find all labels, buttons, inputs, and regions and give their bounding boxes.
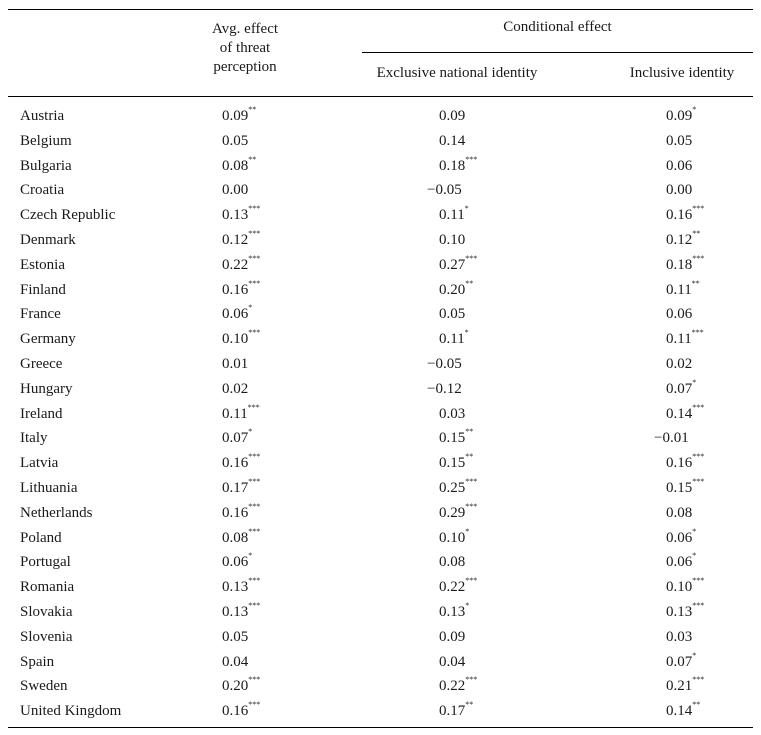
inclusive-effect-cell-value: 0.06 [666, 554, 693, 571]
exclusive-effect-cell-value: 0.22 [439, 678, 466, 695]
inclusive-effect-cell-significance: *** [692, 476, 705, 486]
header-avg-line-1: Avg. effect [211, 21, 279, 37]
country-name: Italy [20, 430, 48, 447]
exclusive-effect-cell-value: 0.03 [439, 405, 466, 422]
exclusive-effect-cell-significance: *** [465, 501, 478, 511]
exclusive-effect-cell-value: 0.25 [439, 479, 466, 496]
avg-effect-cell [222, 451, 260, 475]
exclusive-effect-cell-value: 0.10 [439, 529, 466, 546]
inclusive-effect-cell-value: 0.18 [666, 256, 693, 273]
avg-effect-cell-value: 0.16 [222, 281, 249, 298]
inclusive-effect-cell [666, 178, 692, 202]
avg-effect-cell-value: 0.13 [222, 603, 249, 620]
avg-effect-cell [222, 501, 260, 525]
inclusive-effect-cell-value: 0.05 [666, 132, 693, 149]
exclusive-effect-cell-significance: * [465, 526, 470, 536]
inclusive-effect-cell-value: 0.13 [666, 603, 693, 620]
avg-effect-cell-value: 0.20 [222, 678, 249, 695]
table-row [0, 302, 761, 327]
exclusive-effect-cell-value: 0.11 [439, 331, 465, 348]
table-header-rule [8, 96, 753, 97]
inclusive-effect-cell-value: 0.15 [666, 479, 693, 496]
country-name: Czech Republic [20, 207, 116, 224]
exclusive-effect-cell-value: −0.12 [427, 380, 462, 397]
inclusive-effect-cell [666, 377, 696, 401]
table-row [0, 129, 761, 154]
exclusive-effect-cell [439, 476, 477, 500]
exclusive-effect-cell-value: 0.20 [439, 281, 466, 298]
table-row [0, 451, 761, 476]
table-row [0, 352, 761, 377]
exclusive-effect-cell-value: 0.05 [439, 306, 466, 323]
avg-effect-cell [222, 550, 252, 574]
inclusive-effect-cell [666, 650, 696, 674]
inclusive-effect-cell-value: 0.10 [666, 579, 693, 596]
exclusive-effect-cell [427, 377, 462, 401]
avg-effect-cell [222, 402, 260, 426]
country-name: Portugal [20, 554, 71, 571]
exclusive-effect-cell [439, 278, 473, 302]
country-name: Hungary [20, 380, 73, 397]
exclusive-effect-cell-value: 0.22 [439, 579, 466, 596]
country-name: Germany [20, 331, 76, 348]
exclusive-effect-cell [439, 699, 473, 723]
inclusive-effect-cell-value: 0.14 [666, 703, 693, 720]
exclusive-effect-cell-value: 0.18 [439, 157, 466, 174]
inclusive-effect-cell [666, 154, 692, 178]
avg-effect-cell [222, 699, 260, 723]
inclusive-effect-cell [666, 699, 700, 723]
avg-effect-cell [222, 253, 260, 277]
avg-effect-cell-significance: * [248, 551, 253, 561]
avg-effect-cell-value: 0.07 [222, 430, 249, 447]
inclusive-effect-cell-value: 0.21 [666, 678, 693, 695]
avg-effect-cell-significance: *** [248, 700, 261, 710]
inclusive-effect-cell [666, 327, 704, 351]
avg-effect-cell-value: 0.06 [222, 306, 249, 323]
avg-effect-cell-significance: ** [248, 105, 257, 114]
inclusive-effect-cell-value: 0.11 [666, 331, 692, 348]
exclusive-effect-cell-value: 0.17 [439, 703, 466, 720]
exclusive-effect-cell-value: 0.09 [439, 108, 466, 124]
inclusive-effect-cell-significance: * [692, 526, 697, 536]
exclusive-effect-cell-significance: ** [465, 452, 474, 462]
avg-effect-cell [222, 526, 260, 550]
inclusive-effect-cell [666, 352, 692, 376]
table-bottom-rule [8, 727, 753, 728]
exclusive-effect-cell [439, 402, 465, 426]
avg-effect-cell-value: 0.13 [222, 579, 249, 596]
country-name: Spain [20, 653, 55, 670]
exclusive-effect-cell-value: 0.27 [439, 256, 466, 273]
avg-effect-cell-value: 0.06 [222, 554, 249, 571]
table-row [0, 402, 761, 427]
table-row [0, 426, 761, 451]
inclusive-effect-cell-significance: * [692, 650, 697, 660]
exclusive-effect-cell-value: 0.15 [439, 430, 466, 447]
column-header-exclusive-identity: Exclusive national identity [376, 65, 538, 81]
avg-effect-cell [222, 476, 260, 500]
conditional-effect-rule [362, 52, 753, 53]
avg-effect-cell-value: 0.11 [222, 405, 248, 422]
exclusive-effect-cell-value: 0.14 [439, 132, 466, 149]
country-name: Greece [20, 355, 63, 372]
column-header-conditional-effect: Conditional effect [503, 19, 612, 35]
avg-effect-cell-value: 0.16 [222, 455, 249, 472]
exclusive-effect-cell [439, 426, 473, 450]
inclusive-effect-cell [666, 278, 700, 302]
table-row [0, 600, 761, 625]
exclusive-effect-cell-value: −0.05 [427, 355, 462, 372]
header-avg-line-3: perception [213, 59, 277, 75]
exclusive-effect-cell-significance: *** [465, 576, 478, 586]
column-header-avg-effect [180, 20, 310, 77]
inclusive-effect-cell-value: 0.06 [666, 306, 693, 323]
avg-effect-cell-value: 0.00 [222, 182, 249, 199]
inclusive-effect-cell-significance: * [692, 377, 697, 387]
inclusive-effect-cell [666, 451, 704, 475]
inclusive-effect-cell [654, 426, 689, 450]
table-row [0, 625, 761, 650]
avg-effect-cell [222, 625, 248, 649]
exclusive-effect-cell [439, 625, 465, 649]
avg-effect-cell-value: 0.08 [222, 157, 249, 174]
inclusive-effect-cell-value: 0.09 [666, 108, 693, 124]
avg-effect-cell-significance: * [248, 303, 253, 313]
exclusive-effect-cell-significance: *** [465, 253, 478, 263]
country-name: Belgium [20, 132, 72, 149]
table-row [0, 104, 761, 129]
table-row [0, 203, 761, 228]
table-row [0, 476, 761, 501]
table-row [0, 501, 761, 526]
avg-effect-cell [222, 104, 256, 128]
inclusive-effect-cell-value: 0.16 [666, 207, 693, 224]
country-name: Bulgaria [20, 157, 72, 174]
inclusive-effect-cell-value: 0.16 [666, 455, 693, 472]
inclusive-effect-cell-value: 0.07 [666, 653, 693, 670]
exclusive-effect-cell [439, 451, 473, 475]
table-row [0, 699, 761, 724]
avg-effect-cell-value: 0.08 [222, 529, 249, 546]
table-row [0, 228, 761, 253]
exclusive-effect-cell [439, 327, 469, 351]
inclusive-effect-cell-significance: ** [692, 228, 701, 238]
inclusive-effect-cell-value: 0.14 [666, 405, 693, 422]
exclusive-effect-cell [427, 352, 462, 376]
table-row [0, 575, 761, 600]
exclusive-effect-cell [439, 129, 465, 153]
avg-effect-cell [222, 302, 252, 326]
country-name: Croatia [20, 182, 65, 199]
avg-effect-cell-value: 0.05 [222, 132, 249, 149]
avg-effect-cell-value: 0.05 [222, 628, 249, 645]
inclusive-effect-cell [666, 674, 704, 698]
avg-effect-cell-value: 0.17 [222, 479, 249, 496]
avg-effect-cell-significance: *** [248, 476, 261, 486]
avg-effect-cell-significance: *** [247, 402, 260, 412]
avg-effect-cell-significance: *** [248, 526, 261, 536]
avg-effect-cell-significance: *** [248, 204, 261, 214]
inclusive-effect-cell [666, 203, 704, 227]
exclusive-effect-cell [439, 154, 477, 178]
country-name: Netherlands [20, 504, 93, 521]
country-name: Slovakia [20, 603, 73, 620]
avg-effect-cell [222, 352, 248, 376]
table-row [0, 327, 761, 352]
inclusive-effect-cell [666, 302, 692, 326]
avg-effect-cell-significance: *** [248, 328, 261, 338]
country-name: Poland [20, 529, 62, 546]
avg-effect-cell [222, 228, 260, 252]
avg-effect-cell-significance: ** [248, 154, 257, 164]
inclusive-effect-cell [666, 625, 692, 649]
avg-effect-cell-significance: * [248, 427, 253, 437]
table-row [0, 178, 761, 203]
table-body [0, 104, 761, 724]
exclusive-effect-cell-significance: *** [465, 476, 478, 486]
avg-effect-cell-significance: *** [248, 600, 261, 610]
inclusive-effect-cell [666, 228, 700, 252]
inclusive-effect-cell-value: 0.02 [666, 355, 693, 372]
inclusive-effect-cell [666, 129, 692, 153]
country-name: Romania [20, 579, 75, 596]
inclusive-effect-cell-significance: *** [692, 600, 705, 610]
exclusive-effect-cell [439, 302, 465, 326]
inclusive-effect-cell [666, 402, 704, 426]
inclusive-effect-cell-significance: *** [692, 253, 705, 263]
country-name: Finland [20, 281, 66, 298]
country-name: Latvia [20, 455, 59, 472]
inclusive-effect-cell [666, 575, 704, 599]
country-name: Slovenia [20, 628, 73, 645]
table-row [0, 377, 761, 402]
avg-effect-cell [222, 129, 248, 153]
country-name: Austria [20, 108, 65, 124]
avg-effect-cell [222, 154, 256, 178]
inclusive-effect-cell-value: 0.11 [666, 281, 692, 298]
exclusive-effect-cell-significance: *** [465, 675, 478, 685]
header-avg-line-2: of threat [219, 40, 271, 56]
inclusive-effect-cell-significance: *** [692, 204, 705, 214]
exclusive-effect-cell-value: 0.13 [439, 603, 466, 620]
exclusive-effect-cell [439, 203, 469, 227]
inclusive-effect-cell [666, 550, 696, 574]
inclusive-effect-cell-value: 0.06 [666, 157, 693, 174]
avg-effect-cell [222, 203, 260, 227]
avg-effect-cell-significance: *** [248, 501, 261, 511]
avg-effect-cell-value: 0.16 [222, 504, 249, 521]
avg-effect-cell [222, 426, 252, 450]
exclusive-effect-cell [439, 501, 477, 525]
exclusive-effect-cell-value: 0.09 [439, 628, 466, 645]
inclusive-effect-cell [666, 600, 704, 624]
avg-effect-cell-value: 0.13 [222, 207, 249, 224]
exclusive-effect-cell-value: 0.10 [439, 231, 466, 248]
avg-effect-cell-significance: *** [248, 278, 261, 288]
avg-effect-cell [222, 178, 248, 202]
inclusive-effect-cell [666, 476, 704, 500]
exclusive-effect-cell [439, 674, 477, 698]
avg-effect-cell [222, 650, 248, 674]
inclusive-effect-cell-value: 0.12 [666, 231, 693, 248]
exclusive-effect-cell-value: 0.15 [439, 455, 466, 472]
country-name: Denmark [20, 231, 76, 248]
inclusive-effect-cell-value: −0.01 [654, 430, 689, 447]
avg-effect-cell-significance: *** [248, 228, 261, 238]
inclusive-effect-cell-significance: *** [691, 328, 704, 338]
exclusive-effect-cell-value: 0.29 [439, 504, 466, 521]
avg-effect-cell-value: 0.02 [222, 380, 249, 397]
avg-effect-cell [222, 575, 260, 599]
inclusive-effect-cell-value: 0.06 [666, 529, 693, 546]
inclusive-effect-cell-significance: ** [692, 700, 701, 710]
avg-effect-cell-value: 0.10 [222, 331, 249, 348]
inclusive-effect-cell-significance: * [692, 105, 697, 114]
exclusive-effect-cell-significance: * [465, 600, 470, 610]
table-row [0, 550, 761, 575]
inclusive-effect-cell [666, 501, 692, 525]
country-name: Estonia [20, 256, 65, 273]
country-name: Lithuania [20, 479, 78, 496]
inclusive-effect-cell-value: 0.03 [666, 628, 693, 645]
table-row [0, 278, 761, 303]
table-row [0, 650, 761, 675]
inclusive-effect-cell [666, 253, 704, 277]
avg-effect-cell [222, 674, 260, 698]
inclusive-effect-cell-value: 0.07 [666, 380, 693, 397]
exclusive-effect-cell [439, 650, 465, 674]
table-row [0, 526, 761, 551]
table-row [0, 253, 761, 278]
country-name: Sweden [20, 678, 68, 695]
inclusive-effect-cell-significance: *** [692, 576, 705, 586]
exclusive-effect-cell-significance: ** [465, 278, 474, 288]
inclusive-effect-cell-significance: *** [692, 452, 705, 462]
avg-effect-cell-value: 0.01 [222, 355, 249, 372]
avg-effect-cell-value: 0.04 [222, 653, 249, 670]
avg-effect-cell-significance: *** [248, 253, 261, 263]
table-row [0, 674, 761, 699]
inclusive-effect-cell-value: 0.00 [666, 182, 693, 199]
inclusive-effect-cell-value: 0.08 [666, 504, 693, 521]
exclusive-effect-cell [439, 550, 465, 574]
exclusive-effect-cell [439, 575, 477, 599]
exclusive-effect-cell-significance: ** [465, 700, 474, 710]
avg-effect-cell-value: 0.12 [222, 231, 249, 248]
avg-effect-cell-significance: *** [248, 452, 261, 462]
avg-effect-cell-value: 0.16 [222, 703, 249, 720]
exclusive-effect-cell-significance: *** [465, 154, 478, 164]
exclusive-effect-cell-value: 0.08 [439, 554, 466, 571]
exclusive-effect-cell-value: 0.04 [439, 653, 466, 670]
exclusive-effect-cell-significance: * [464, 204, 469, 214]
avg-effect-cell-significance: *** [248, 675, 261, 685]
exclusive-effect-cell [439, 228, 465, 252]
exclusive-effect-cell [439, 104, 465, 128]
avg-effect-cell [222, 600, 260, 624]
exclusive-effect-cell [439, 600, 469, 624]
inclusive-effect-cell-significance: *** [692, 402, 705, 412]
country-name: United Kingdom [20, 703, 122, 720]
inclusive-effect-cell-significance: * [692, 551, 697, 561]
inclusive-effect-cell [666, 104, 696, 128]
exclusive-effect-cell [439, 253, 477, 277]
avg-effect-cell [222, 278, 260, 302]
avg-effect-cell-value: 0.22 [222, 256, 249, 273]
exclusive-effect-cell-value: −0.05 [427, 182, 462, 199]
country-name: France [20, 306, 61, 323]
inclusive-effect-cell [666, 526, 696, 550]
exclusive-effect-cell-value: 0.11 [439, 207, 465, 224]
table-row [0, 154, 761, 179]
avg-effect-cell [222, 377, 248, 401]
exclusive-effect-cell-significance: ** [465, 427, 474, 437]
exclusive-effect-cell [427, 178, 462, 202]
avg-effect-cell-value: 0.09 [222, 108, 249, 124]
table-top-rule [8, 9, 753, 10]
country-name: Ireland [20, 405, 63, 422]
avg-effect-cell-significance: *** [248, 576, 261, 586]
inclusive-effect-cell-significance: *** [692, 675, 705, 685]
exclusive-effect-cell-significance: * [464, 328, 469, 338]
exclusive-effect-cell [439, 526, 469, 550]
avg-effect-cell [222, 327, 260, 351]
inclusive-effect-cell-significance: ** [691, 278, 700, 288]
column-header-inclusive-identity: Inclusive identity [629, 65, 735, 81]
